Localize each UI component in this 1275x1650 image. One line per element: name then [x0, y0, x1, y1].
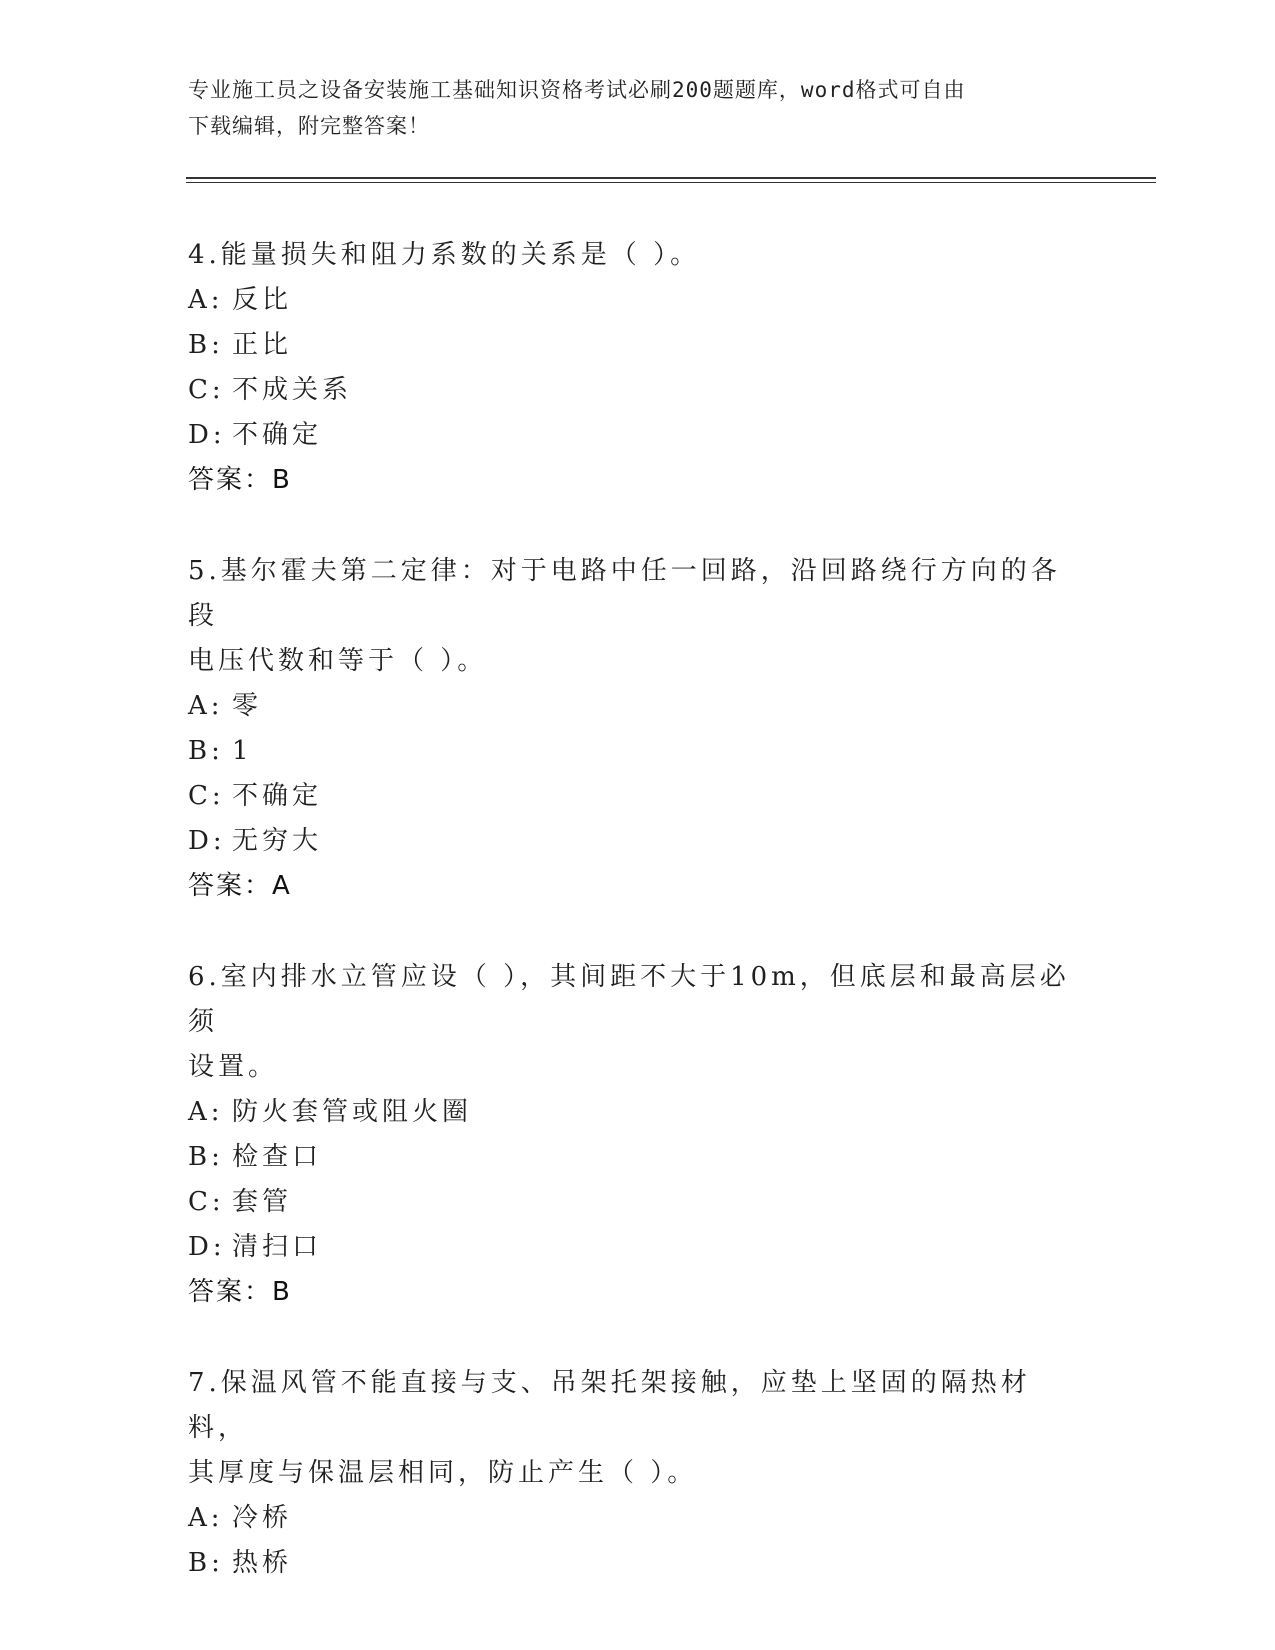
- option-letter: A:: [188, 1503, 224, 1533]
- option-letter: D:: [188, 1232, 226, 1262]
- header-line-1: 专业施工员之设备安装施工基础知识资格考试必刷200题题库，word格式可自由: [188, 78, 966, 102]
- option-text: 反比: [232, 285, 293, 315]
- option-d: [188, 413, 1088, 458]
- option-letter: D:: [188, 420, 226, 450]
- option-text: 零: [232, 691, 263, 721]
- option-letter: B:: [188, 1142, 224, 1172]
- option-letter: A:: [188, 691, 224, 721]
- option-c: [188, 774, 1088, 819]
- option-text: 无穷大: [232, 826, 323, 856]
- document-header: [188, 72, 1068, 144]
- option-text: 防火套管或阻火圈: [232, 1097, 473, 1127]
- option-letter: A:: [188, 1097, 224, 1127]
- question-stem-continued: 其厚度与保温层相同，防止产生（ ）。: [188, 1458, 698, 1488]
- question-4: [188, 233, 1088, 503]
- header-line-2: 下载编辑，附完整答案！: [188, 114, 430, 138]
- question-stem: 5.基尔霍夫第二定律：对于电路中任一回路，沿回路绕行方向的各段: [188, 556, 1061, 631]
- header-divider-thick: [186, 177, 1156, 179]
- option-b: [188, 1541, 1088, 1586]
- option-text: 清扫口: [232, 1232, 323, 1262]
- option-text: 热桥: [232, 1548, 293, 1578]
- option-text: 不确定: [232, 781, 323, 811]
- answer-line: 答案：A: [188, 871, 292, 901]
- option-d: [188, 1225, 1088, 1270]
- option-a: [188, 278, 1088, 323]
- question-stem-continued: 电压代数和等于（ ）。: [188, 646, 488, 676]
- option-letter: B:: [188, 330, 224, 360]
- option-a: [188, 1090, 1088, 1135]
- option-d: [188, 819, 1088, 864]
- option-text: 冷桥: [232, 1503, 293, 1533]
- option-b: [188, 323, 1088, 368]
- option-letter: C:: [188, 1187, 225, 1217]
- option-c: [188, 1180, 1088, 1225]
- answer-line: 答案：B: [188, 1277, 292, 1307]
- question-7: [188, 1361, 1088, 1586]
- option-text: 正比: [232, 330, 293, 360]
- option-text: 不确定: [232, 420, 323, 450]
- header-divider-thin: [186, 182, 1156, 183]
- option-letter: B:: [188, 736, 224, 766]
- option-letter: C:: [188, 781, 225, 811]
- option-letter: A:: [188, 285, 224, 315]
- question-list: [188, 233, 1088, 1632]
- question-5: [188, 549, 1088, 909]
- question-stem: 7.保温风管不能直接与支、吊架托架接触，应垫上坚固的隔热材料，: [188, 1368, 1031, 1443]
- option-c: [188, 368, 1088, 413]
- option-text: 1: [232, 736, 253, 766]
- option-a: [188, 1496, 1088, 1541]
- option-letter: C:: [188, 375, 225, 405]
- option-text: 不成关系: [232, 375, 353, 405]
- option-a: [188, 684, 1088, 729]
- option-letter: D:: [188, 826, 226, 856]
- question-stem-continued: 设置。: [188, 1052, 279, 1082]
- option-b: [188, 729, 1088, 774]
- option-text: 检查口: [232, 1142, 323, 1172]
- option-b: [188, 1135, 1088, 1180]
- question-6: [188, 955, 1088, 1315]
- option-letter: B:: [188, 1548, 224, 1578]
- answer-line: 答案：B: [188, 465, 292, 495]
- question-stem: 6.室内排水立管应设（ ），其间距不大于10m，但底层和最高层必须: [188, 962, 1070, 1037]
- option-text: 套管: [232, 1187, 293, 1217]
- question-stem: 4.能量损失和阻力系数的关系是（ ）。: [188, 240, 701, 270]
